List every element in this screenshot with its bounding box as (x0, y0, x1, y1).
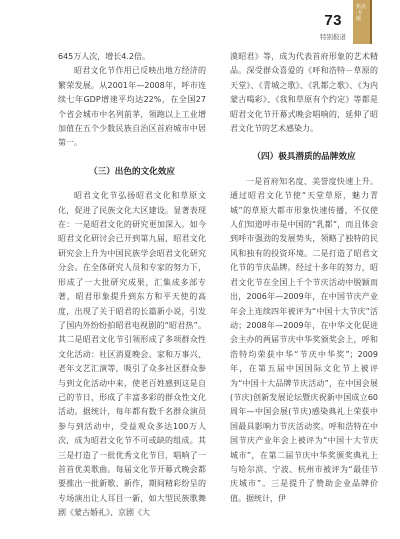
right-column (230, 50, 378, 506)
side-tab-bar (370, 0, 372, 44)
page-header (0, 0, 400, 48)
paragraph-continuation: 645万人次，增长4.2倍。 (58, 52, 150, 61)
side-tab (353, 0, 370, 44)
side-tab-text: 焦点·专题 (356, 4, 367, 22)
spacer (230, 165, 378, 175)
section-heading-brand: （四）极具潜质的品牌效应 (252, 152, 356, 163)
left-column (58, 50, 206, 521)
spacer (230, 136, 378, 150)
paragraph-continuation: 漠昭君》等，成为代表首府形象的艺术精品。深受群众喜爱的《呼和浩特－草原的天堂》、《青城之歌》、《乳都之歌》、《为内蒙古喝彩》、《我和草原有个约定》等都是昭君文化节开幕式晚会唱响的，延伸了昭君文化节的艺术感染力。 (230, 52, 378, 134)
section-label: 特别报道 (320, 33, 346, 41)
section-heading-culture: （三）出色的文化效应 (89, 166, 175, 177)
spacer (58, 151, 206, 165)
paragraph-brand: 一是首府知名度、美誉度快速上升。通过昭君文化节使“天堂草原，魅力青城”的草原大都市形象快速传播，不仅使人们知道呼市是中国的“乳都”，而且体会到呼市强劲的发展势头，领略了独特的民风和独有的投资环境。二是打造了昭君文化节的节庆品牌。经过十多年的努力，昭君文化节在全国上千个节庆活动中脱颖而出，2006年—2009年，在中国节庆产业年会上连续四年被评为“中国十大节庆”活动；2008年—2009年，在中华文化促进会主办的两届节庆中华奖颁奖会上，呼和浩特均荣获中华“节庆中华奖”；2009年，在第五届中国国际文化节上被评为“中国十大品牌节庆活动”，在中国会展(节庆)创新发展论坛暨庆祝新中国成立60周年—中国会展(节庆)感染典礼上荣获中国最具影响力节庆活动奖。呼和浩特在中国节庆产业年会上被评为“中国十大节庆城市”，在第二届节庆中华奖颁奖典礼上与哈尔滨、宁波、杭州市被评为“最佳节庆城市”。三是提升了赞助企业品牌价值。据统计，伊 (230, 176, 378, 503)
paragraph-culture: 昭君文化节弘扬昭君文化和草原文化，促进了民族文化大区建设。显著表现在：一是昭君文化的研究更加深入。如今昭君文化研讨会已开到第九届，昭君文化研究会上升为中国民族学会昭君文化研究分会。在全体研究人员和专家的努力下，形成了一大批研究成果，汇集成多部专著，昭君形象提升到东方和平天使的高度，出现了关于昭君的长篇新小说，引发了国内外纷纷拍昭君电视剧的“昭君热”。其二是昭君文化节引领形成了多项群众性文化活动：社区消夏晚会、家和万事兴、老年文艺汇演等，吸引了众多社区群众参与到文化活动中来，使老百姓感到这是自己的节日，形成了丰富多彩的群众性文化活动。据统计，每年都有数千名群众演员参与到活动中，受益观众多达100万人次，成为昭君文化节不可或缺的组成。其三是打造了一批优秀文化节目，唱响了一首首优美歌曲。每届文化节开幕式晚会都要推出一批新歌、新作，期间精彩纷呈的专场演出让人耳目一新，如大型民族歌舞剧《蒙古婚礼》、京剧《大 (58, 191, 206, 518)
spacer (58, 179, 206, 189)
paragraph-economy: 昭君文化节作用已反映出地方经济的繁荣发展。从2001年—2008年，呼市连续七年GDP增速平均达22%，在全国27个省会城市中名列前茅，领跑以上工业增加值在五个少数民族自治区首府城市中居第一。 (58, 66, 206, 148)
page-number: 73 (324, 12, 342, 29)
